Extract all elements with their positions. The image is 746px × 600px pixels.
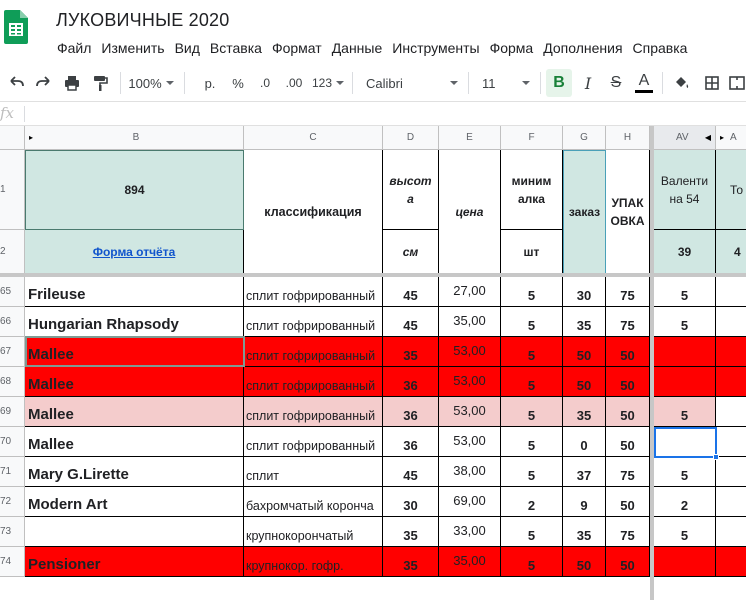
cell-c1[interactable]: классификация bbox=[244, 150, 383, 274]
cell-av[interactable]: 5 bbox=[654, 307, 716, 337]
font-size-label: 11 bbox=[482, 75, 496, 91]
selected-cell[interactable] bbox=[654, 427, 717, 458]
menu-file[interactable]: Файл bbox=[57, 40, 92, 56]
cell-name[interactable] bbox=[25, 517, 244, 547]
menu-form[interactable]: Форма bbox=[489, 40, 534, 56]
cell-d2[interactable]: см bbox=[383, 230, 439, 274]
cell-min[interactable]: 5 bbox=[501, 457, 563, 487]
menu-bar bbox=[52, 38, 692, 60]
expand-right-icon[interactable]: ▸ bbox=[720, 133, 725, 142]
fx-icon: fx bbox=[0, 104, 15, 122]
cell-av[interactable] bbox=[654, 337, 716, 367]
cell-order[interactable]: 9 bbox=[563, 487, 606, 517]
text-color-button[interactable] bbox=[632, 64, 656, 102]
chevron-down-icon bbox=[450, 81, 458, 85]
expand-columns-icon[interactable]: ▸ bbox=[29, 133, 34, 142]
column-header-g[interactable]: G bbox=[563, 126, 606, 150]
number-format-select[interactable] bbox=[310, 64, 346, 102]
cell-aw[interactable] bbox=[716, 427, 746, 457]
menu-help[interactable]: Справка bbox=[632, 40, 688, 56]
text-color-swatch bbox=[635, 90, 653, 93]
cell-order[interactable]: 35 bbox=[563, 517, 606, 547]
menu-addons[interactable]: Дополнения bbox=[543, 40, 623, 56]
row-header[interactable]: 68 bbox=[0, 367, 25, 397]
column-header-f[interactable]: F bbox=[501, 126, 563, 150]
column-header-e[interactable]: E bbox=[439, 126, 501, 150]
cell-d1[interactable]: высот а bbox=[383, 150, 439, 230]
italic-button[interactable]: I bbox=[584, 73, 592, 93]
cell-height[interactable]: 45 bbox=[383, 307, 439, 337]
chevron-down-icon bbox=[166, 81, 174, 85]
cell-price[interactable]: 53,00 bbox=[439, 397, 501, 427]
cell-av[interactable] bbox=[654, 547, 716, 577]
undo-icon[interactable] bbox=[4, 64, 28, 102]
cell-pack[interactable]: 75 bbox=[606, 277, 650, 307]
fill-handle[interactable] bbox=[713, 454, 719, 460]
merge-cells-icon[interactable] bbox=[728, 64, 746, 102]
collapse-columns-icon[interactable]: ◀ bbox=[704, 133, 711, 142]
select-all-corner[interactable] bbox=[0, 126, 25, 150]
cell-name[interactable]: Mallee bbox=[25, 367, 244, 397]
cell-name[interactable]: Hungarian Rhapsody bbox=[25, 307, 244, 337]
cell-cls[interactable]: крупнокорончатый bbox=[244, 517, 383, 547]
cell-height[interactable]: 45 bbox=[383, 457, 439, 487]
cell-name[interactable]: Mallee bbox=[25, 397, 244, 427]
cell-av[interactable]: 5 bbox=[654, 397, 716, 427]
borders-icon[interactable] bbox=[700, 64, 724, 102]
cell-av[interactable]: 2 bbox=[654, 487, 716, 517]
row-header[interactable]: 73 bbox=[0, 517, 25, 547]
cell-cls[interactable]: сплит bbox=[244, 457, 383, 487]
cell-min[interactable]: 5 bbox=[501, 367, 563, 397]
cell-cls[interactable]: сплит гофрированный bbox=[244, 307, 383, 337]
cell-order[interactable]: 35 bbox=[563, 307, 606, 337]
menu-tools[interactable]: Инструменты bbox=[392, 40, 480, 56]
cell-min[interactable]: 5 bbox=[501, 337, 563, 367]
cell-order[interactable]: 0 bbox=[563, 427, 606, 457]
cell-height[interactable]: 36 bbox=[383, 367, 439, 397]
cell-order[interactable]: 50 bbox=[563, 337, 606, 367]
cell-aw[interactable] bbox=[716, 547, 746, 577]
cell-aw[interactable] bbox=[716, 457, 746, 487]
row-header-1[interactable]: 1 bbox=[0, 150, 25, 230]
cell-price[interactable]: 53,00 bbox=[439, 367, 501, 397]
cell-cls[interactable]: сплит гофрированный bbox=[244, 337, 383, 367]
cell-height[interactable]: 36 bbox=[383, 397, 439, 427]
cell-height[interactable]: 30 bbox=[383, 487, 439, 517]
cell-min[interactable]: 5 bbox=[501, 277, 563, 307]
cell-price[interactable]: 35,00 bbox=[439, 307, 501, 337]
report-form-link[interactable]: Форма отчёта bbox=[92, 244, 176, 259]
cell-price[interactable]: 38,00 bbox=[439, 457, 501, 487]
sheets-logo-icon[interactable] bbox=[4, 10, 28, 44]
cell-min[interactable]: 5 bbox=[501, 547, 563, 577]
zoom-select[interactable] bbox=[126, 64, 176, 102]
increase-decimal-button[interactable]: .00 bbox=[285, 76, 303, 90]
row-header[interactable]: 69 bbox=[0, 397, 25, 427]
cell-pack[interactable]: 75 bbox=[606, 307, 650, 337]
cell-name[interactable]: Pensioner bbox=[25, 547, 244, 577]
menu-data[interactable]: Данные bbox=[331, 40, 383, 56]
cell-outline bbox=[25, 336, 245, 367]
cell-aw[interactable] bbox=[716, 487, 746, 517]
cell-min[interactable]: 2 bbox=[501, 487, 563, 517]
cell-height[interactable]: 36 bbox=[383, 427, 439, 457]
cell-av[interactable]: 5 bbox=[654, 457, 716, 487]
column-av-label: AV bbox=[676, 132, 689, 143]
cell-av1[interactable]: Валенти на 54 bbox=[654, 150, 716, 230]
cell-name[interactable]: Mary G.Lirette bbox=[25, 457, 244, 487]
cell-name[interactable]: Modern Art bbox=[25, 487, 244, 517]
cell-cls[interactable]: сплит гофрированный bbox=[244, 277, 383, 307]
cell-h1[interactable]: УПАК ОВКА bbox=[606, 150, 650, 274]
chevron-down-icon bbox=[336, 81, 344, 85]
frozen-columns-divider[interactable] bbox=[650, 126, 654, 600]
cell-b1[interactable]: 894 bbox=[25, 150, 244, 230]
cell-f2[interactable]: шт bbox=[501, 230, 563, 274]
cell-order[interactable]: 30 bbox=[563, 277, 606, 307]
menu-edit[interactable]: Изменить bbox=[101, 40, 165, 56]
column-header-b[interactable] bbox=[25, 126, 244, 150]
title-bar bbox=[0, 0, 746, 62]
print-icon[interactable] bbox=[60, 64, 84, 102]
row-header[interactable]: 67 bbox=[0, 337, 25, 367]
cell-order[interactable]: 35 bbox=[563, 397, 606, 427]
menu-format[interactable]: Формат bbox=[271, 40, 322, 56]
cell-price[interactable]: 53,00 bbox=[439, 427, 501, 457]
menu-insert[interactable]: Вставка bbox=[209, 40, 262, 56]
cell-height[interactable]: 35 bbox=[383, 337, 439, 367]
cell-cls[interactable]: крупнокор. гофр. bbox=[244, 547, 383, 577]
cell-cls[interactable]: сплит гофрированный bbox=[244, 397, 383, 427]
cell-aw[interactable] bbox=[716, 337, 746, 367]
row-header[interactable]: 71 bbox=[0, 457, 25, 487]
cell-price[interactable]: 53,00 bbox=[439, 337, 501, 367]
cell-price[interactable]: 33,00 bbox=[439, 517, 501, 547]
fill-color-icon[interactable] bbox=[670, 64, 694, 102]
cell-av[interactable] bbox=[654, 367, 716, 397]
cell-pack[interactable]: 50 bbox=[606, 487, 650, 517]
cell-pack[interactable]: 50 bbox=[606, 367, 650, 397]
cell-pack[interactable]: 50 bbox=[606, 427, 650, 457]
sheet-grid[interactable] bbox=[0, 126, 746, 600]
paint-format-icon[interactable] bbox=[88, 64, 112, 102]
cell-price[interactable]: 35,00 bbox=[439, 547, 501, 577]
cell-name[interactable]: Mallee bbox=[25, 427, 244, 457]
cell-price[interactable]: 27,00 bbox=[439, 277, 501, 307]
column-header-av[interactable] bbox=[654, 126, 716, 150]
bold-button[interactable]: B bbox=[546, 69, 572, 97]
row-header[interactable]: 70 bbox=[0, 427, 25, 457]
cell-order[interactable]: 37 bbox=[563, 457, 606, 487]
percent-button[interactable]: % bbox=[232, 75, 244, 91]
font-family-label: Calibri bbox=[366, 75, 403, 91]
formula-bar bbox=[0, 102, 746, 126]
cell-min[interactable]: 5 bbox=[501, 397, 563, 427]
cell-name[interactable]: Mallee bbox=[25, 337, 244, 367]
cell-height[interactable]: 45 bbox=[383, 277, 439, 307]
column-aw-label: A bbox=[730, 132, 737, 143]
text-color-glyph: A bbox=[638, 72, 650, 89]
number-format-label: 123 bbox=[311, 76, 333, 90]
cell-aw[interactable] bbox=[716, 397, 746, 427]
redo-icon[interactable] bbox=[32, 64, 56, 102]
cell-height[interactable]: 35 bbox=[383, 517, 439, 547]
row-header-2[interactable]: 2 bbox=[0, 230, 25, 274]
cell-cls[interactable]: сплит гофрированный bbox=[244, 367, 383, 397]
document-title[interactable]: ЛУКОВИЧНЫЕ 2020 bbox=[56, 10, 230, 30]
cell-aw[interactable] bbox=[716, 277, 746, 307]
strikethrough-button[interactable]: S bbox=[610, 74, 622, 91]
menu-view[interactable]: Вид bbox=[174, 40, 200, 56]
cell-order[interactable]: 50 bbox=[563, 547, 606, 577]
cell-av[interactable]: 5 bbox=[654, 517, 716, 547]
cell-aw1[interactable]: То bbox=[716, 150, 746, 230]
zoom-value: 100% bbox=[128, 75, 162, 91]
cell-pack[interactable]: 50 bbox=[606, 337, 650, 367]
cell-min[interactable]: 5 bbox=[501, 427, 563, 457]
column-header-h[interactable]: H bbox=[606, 126, 650, 150]
row-header[interactable]: 74 bbox=[0, 547, 25, 577]
cell-pack[interactable]: 50 bbox=[606, 397, 650, 427]
cell-aw[interactable] bbox=[716, 367, 746, 397]
font-family-select[interactable] bbox=[360, 64, 464, 102]
decrease-decimal-button[interactable]: .0 bbox=[259, 76, 270, 90]
currency-button[interactable]: р. bbox=[204, 75, 216, 91]
column-b-label: B bbox=[132, 132, 140, 143]
toolbar bbox=[0, 64, 746, 102]
column-header-c[interactable]: C bbox=[244, 126, 383, 150]
cell-f1[interactable]: миним алка bbox=[501, 150, 563, 230]
cell-av2[interactable]: 39 bbox=[654, 230, 716, 274]
cell-pack[interactable]: 75 bbox=[606, 457, 650, 487]
column-header-aw[interactable] bbox=[716, 126, 746, 150]
cell-min[interactable]: 5 bbox=[501, 307, 563, 337]
cell-aw[interactable] bbox=[716, 307, 746, 337]
cell-g1[interactable]: заказ bbox=[563, 150, 606, 274]
cell-pack[interactable]: 50 bbox=[606, 547, 650, 577]
cell-pack[interactable]: 75 bbox=[606, 517, 650, 547]
cell-aw[interactable] bbox=[716, 517, 746, 547]
cell-b2[interactable] bbox=[25, 230, 244, 274]
row-header[interactable]: 66 bbox=[0, 307, 25, 337]
cell-e1[interactable]: цена bbox=[439, 150, 501, 274]
cell-name[interactable]: Frileuse bbox=[25, 277, 244, 307]
row-header[interactable]: 72 bbox=[0, 487, 25, 517]
cell-min[interactable]: 5 bbox=[501, 517, 563, 547]
cell-av[interactable]: 5 bbox=[654, 277, 716, 307]
chevron-down-icon bbox=[522, 81, 530, 85]
cell-height[interactable]: 35 bbox=[383, 547, 439, 577]
font-size-select[interactable] bbox=[472, 64, 536, 102]
cell-price[interactable]: 69,00 bbox=[439, 487, 501, 517]
column-header-d[interactable]: D bbox=[383, 126, 439, 150]
row-header[interactable]: 65 bbox=[0, 277, 25, 307]
cell-aw2[interactable]: 4 bbox=[716, 230, 746, 274]
cell-cls[interactable]: бахромчатый коронча bbox=[244, 487, 383, 517]
cell-cls[interactable]: сплит гофрированный bbox=[244, 427, 383, 457]
cell-order[interactable]: 50 bbox=[563, 367, 606, 397]
